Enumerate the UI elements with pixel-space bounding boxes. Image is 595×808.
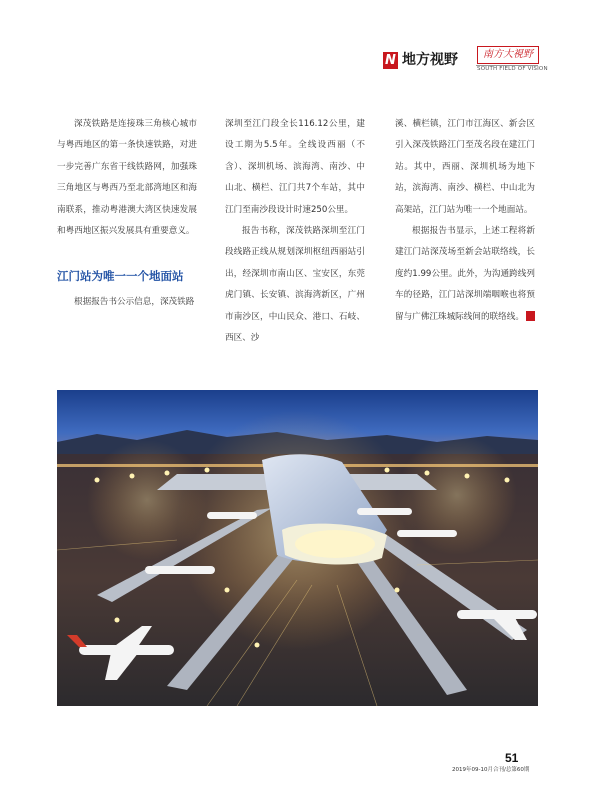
section-heading: 江门站为唯一一个地面站 <box>57 269 184 284</box>
article-photo <box>57 390 538 706</box>
text-column-2 <box>225 114 365 349</box>
paragraph: 溪、横栏镇，江门市江海区、新会区引入深茂铁路江门至茂名段在建江门站。其中，西丽、深圳机场为地下站，滨海湾、南沙、横栏、中山北为高架站，江门站为唯一一个地面站。 <box>395 119 535 215</box>
page-number: 51 <box>505 751 519 765</box>
text-column-3 <box>395 114 550 328</box>
section-title: 地方视野 <box>402 52 458 68</box>
paragraph: 根据报告书公示信息，深茂铁路 <box>74 297 195 308</box>
header-divider <box>476 65 538 66</box>
brand-english: SOUTH FIELD OF VISION <box>477 66 548 72</box>
end-mark-icon: N <box>526 311 535 321</box>
issue-info: 2019年09-10月合刊/总第60期 <box>452 767 530 773</box>
airport-night-photo <box>57 390 538 706</box>
paragraph: 深茂铁路是连接珠三角核心城市与粤西地区的第一条快速铁路，对进一步完善广东省干线铁路网，加强珠三角地区与粤西乃至北部湾地区和海南联系，推动粤港澳大湾区快速发展和粤西地区振兴发展具有重要意义。 <box>57 119 197 237</box>
paragraph: 报告书称，深茂铁路深圳至江门段线路正线从规划深圳枢纽西丽站引出，经深圳市南山区、宝安区，东莞虎门镇、长安镇、滨海湾新区，广州市南沙区，中山民众、港口、石岐、西区、沙 <box>225 226 365 344</box>
paragraph: 深圳至江门段全长116.12公里，建设工期为5.5年。全线设西丽（不含）、深圳机场、滨海湾、南沙、中山北、横栏、江门共7个车站，其中江门至南沙段设计时速250公里。 <box>225 119 365 215</box>
text-column-1 <box>57 114 197 314</box>
brand-mark: 南方大視野 <box>477 46 539 64</box>
paragraph <box>395 221 550 328</box>
page-header <box>383 46 548 76</box>
paragraph-text: 根据报告书显示，上述工程将新建江门站深茂场至新会站联络线，长度约1.99公里。此外，为沟通跨线列车的径路，江门站深圳端咽喉也将预留与广佛江珠城际线间的联络线。 <box>395 226 535 322</box>
magazine-logo-icon: N <box>383 52 398 69</box>
